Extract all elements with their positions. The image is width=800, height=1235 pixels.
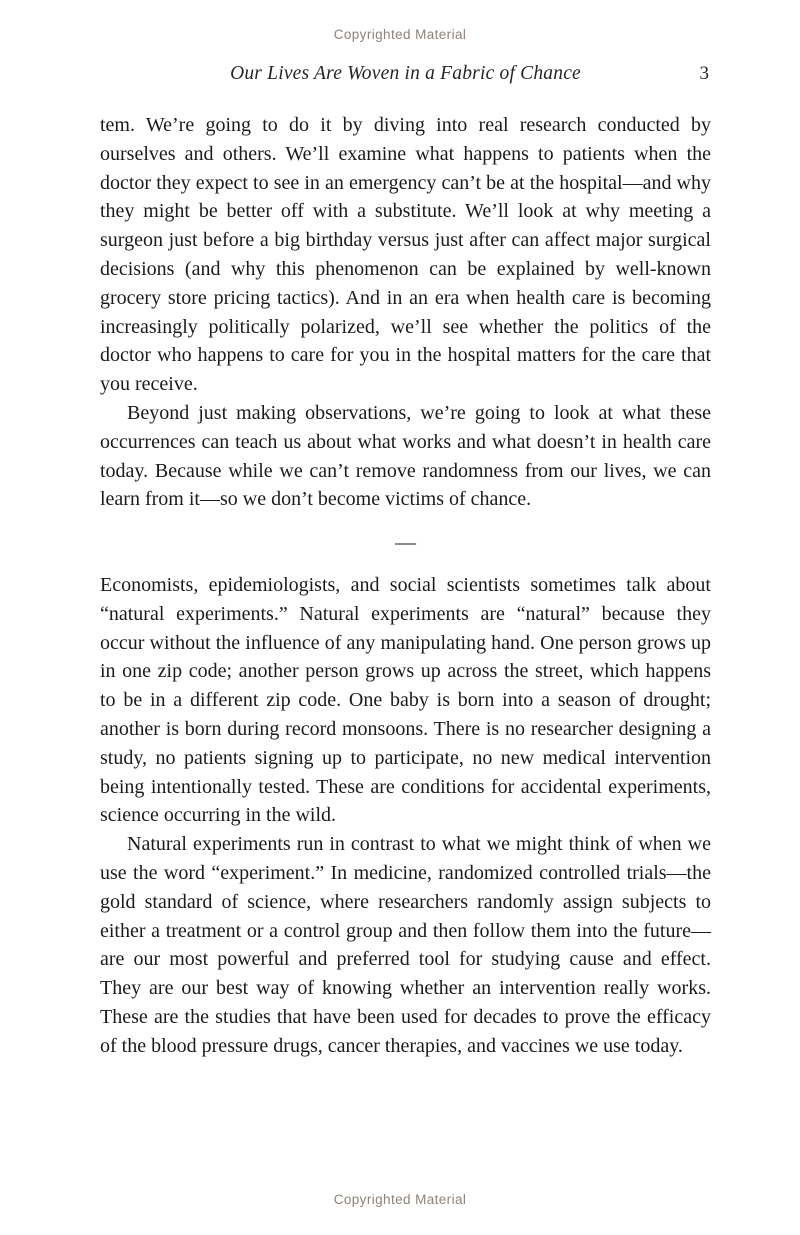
- page-number: 3: [699, 63, 709, 84]
- copyright-notice-top: Copyrighted Material: [333, 27, 467, 42]
- section-divider: —: [395, 530, 416, 555]
- paragraph: Beyond just making observations, we’re going to look at what these occurrences can teach us about what works and what doesn’t in health care today. Because while we can’t remove randomness from our lives, we can learn from it—so we don’t become victims of chance.: [100, 401, 711, 511]
- body-text-block: [100, 111, 711, 1061]
- running-header: [100, 63, 711, 89]
- paragraph: Natural experiments run in contrast to what we might think of when we use the word “experiment.” In medicine, randomized controlled trials—the gold standard of science, where researchers randomly assign subjects to either a treatment or a control group and then follow them into the future—are our most powerful and preferred tool for studying cause and effect. They are our best way of knowing whether an intervention really works. These are the studies that have been used for decades to prove the efficacy of the blood pressure drugs, cancer therapies, and vaccines we use today.: [100, 833, 711, 1057]
- chapter-title: Our Lives Are Woven in a Fabric of Chance: [230, 63, 581, 84]
- paragraph-continuation: tem. We’re going to do it by diving into real research conducted by ourselves and others. We’ll examine what happens to patients when the doctor they expect to see in an emergency can’t be at the hospital—and why they might be better off with a substitute. We’ll look at why meeting a surgeon just before a big birthday versus just after can affect major surgical decisions (and why this phenomenon can be explained by well-known grocery store pricing tactics). And in an era when health care is becoming increasingly politically polarized, we’ll see whether the politics of the doctor who happens to care for you in the hospital matters for the care that you receive.: [100, 114, 711, 396]
- copyright-notice-bottom: Copyrighted Material: [333, 1192, 467, 1207]
- paragraph-section-start: Economists, epidemiologists, and social scientists sometimes talk about “natural experiments.” Natural experiments are “natural” because they occur without the influence of any manipulating hand. One person grows up in one zip code; another person grows up across the street, which happens to be in a different zip code. One baby is born into a season of drought; another is born during record monsoons. There is no researcher designing a study, no patients signing up to participate, no new medical intervention being intentionally tested. These are conditions for accidental experiments, science occurring in the wild.: [100, 573, 711, 827]
